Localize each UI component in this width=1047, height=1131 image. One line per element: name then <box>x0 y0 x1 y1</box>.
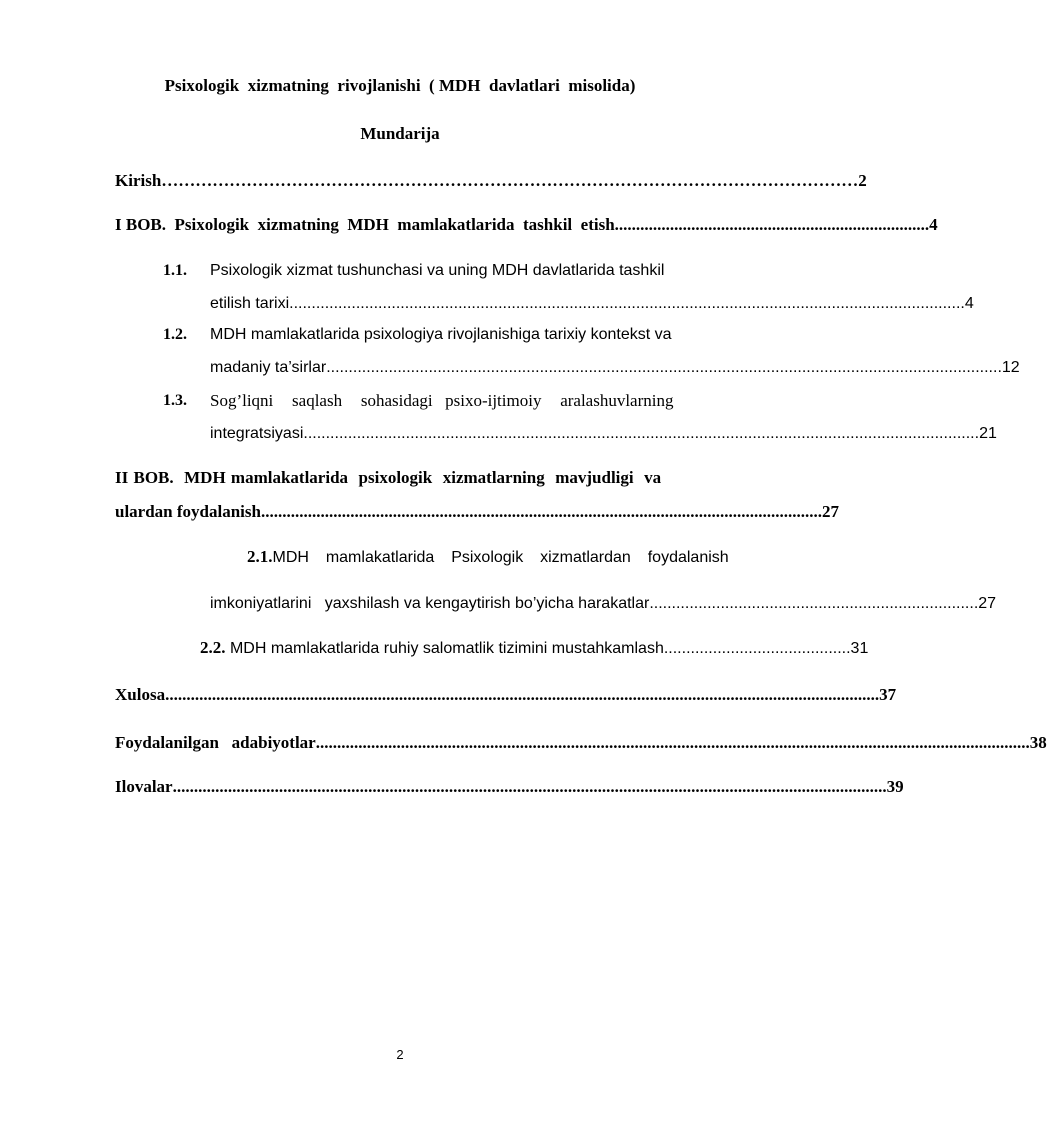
toc-leader: ........................................................................................................................................................ <box>303 425 980 442</box>
toc-label: Foydalanilgan adabiyotlar <box>115 733 316 752</box>
toc-section-1-2-line2[interactable] <box>210 358 1020 378</box>
toc-label: etilish tarixi <box>210 295 290 312</box>
toc-leader: ........................................................................................................................................................................ <box>315 733 1030 752</box>
toc-page: 4 <box>964 295 974 312</box>
toc-leader: .......................................... <box>663 640 851 657</box>
toc-label: Xulosa <box>115 685 166 704</box>
toc-leader: ........................................................................................................................................................ <box>326 359 1002 376</box>
toc-section-number: 2.2. <box>200 638 226 657</box>
toc-leader: .......................................................................... <box>614 215 930 234</box>
toc-leader: ........................................................................................................................................................................ <box>172 777 887 796</box>
contents-heading: Mundarija <box>360 124 440 143</box>
toc-section-2-2[interactable] <box>200 638 869 659</box>
toc-page: 4 <box>929 215 938 234</box>
toc-entry-chapter-1[interactable] <box>115 215 938 235</box>
toc-page: 2 <box>858 171 867 190</box>
toc-label: Kirish <box>115 171 162 190</box>
toc-section-number: 1.1. <box>163 262 187 279</box>
toc-leader: ........................................................................................................................................................................ <box>165 685 880 704</box>
toc-page: 12 <box>1001 359 1020 376</box>
toc-entry-conclusion[interactable] <box>115 685 897 705</box>
toc-section-1-1-line2[interactable] <box>210 294 974 314</box>
toc-entry-chapter-2-line1[interactable]: II BOB. MDH mamlakatlarida psixologik xizmatlarning mavjudligi va <box>115 468 662 487</box>
toc-label: madaniy ta’sirlar <box>210 359 327 376</box>
toc-section-number: 1.3. <box>163 392 187 409</box>
toc-page: 31 <box>850 640 869 657</box>
toc-section-number: 1.2. <box>163 326 187 343</box>
toc-page: 37 <box>879 685 897 704</box>
toc-label: MDH mamlakatlarida ruhiy salomatlik tizimini mustahkamlash <box>225 640 664 657</box>
toc-page: 21 <box>979 425 997 442</box>
toc-label: Ilovalar <box>115 777 173 796</box>
toc-label: ulardan foydalanish <box>115 502 261 521</box>
page-number: 2 <box>396 1047 404 1062</box>
toc-entry-appendix[interactable] <box>115 777 904 797</box>
toc-label: integratsiyasi <box>210 425 304 442</box>
toc-page: 39 <box>886 777 904 796</box>
toc-section-2-1-line1[interactable] <box>247 547 729 568</box>
toc-section-2-1-line2[interactable] <box>210 594 997 614</box>
toc-leader: ........................................................................................................................................................ <box>289 295 965 312</box>
toc-label: MDH mamlakatlarida Psixologik xizmatlardan foydalanish <box>272 549 729 566</box>
toc-page: 27 <box>978 595 997 612</box>
toc-page: 38 <box>1029 733 1047 752</box>
toc-label: I BOB. Psixologik xizmatning MDH mamlakatlarida tashkil etish <box>115 215 615 234</box>
toc-label: imkoniyatlarini yaxshilash va kengaytirish bo’yicha harakatlar <box>210 595 650 612</box>
toc-page: 27 <box>821 502 839 521</box>
toc-section-number: 2.1. <box>247 547 273 566</box>
toc-entry-intro[interactable] <box>115 171 867 191</box>
toc-entry-chapter-2-line2[interactable] <box>115 502 839 522</box>
toc-leader: …………………………………………………………………………………………………………… <box>161 171 859 190</box>
toc-section-1-3-line1[interactable]: Sog’liqni saqlash sohasidagi psixo-ijtimoiy aralashuvlarning <box>210 391 674 410</box>
toc-section-1-1-line1[interactable]: Psixologik xizmat tushunchasi va uning MDH davlatlarida tashkil <box>210 262 665 279</box>
toc-leader: .................................................................................................................................... <box>260 502 822 521</box>
toc-section-1-3-line2[interactable] <box>210 424 997 444</box>
toc-leader: .......................................................................... <box>649 595 979 612</box>
toc-entry-references[interactable] <box>115 733 1047 753</box>
toc-section-1-2-line1[interactable]: MDH mamlakatlarida psixologiya rivojlanishiga tarixiy kontekst va <box>210 326 672 343</box>
document-title: Psixologik xizmatning rivojlanishi ( MDH davlatlari misolida) <box>164 76 636 95</box>
